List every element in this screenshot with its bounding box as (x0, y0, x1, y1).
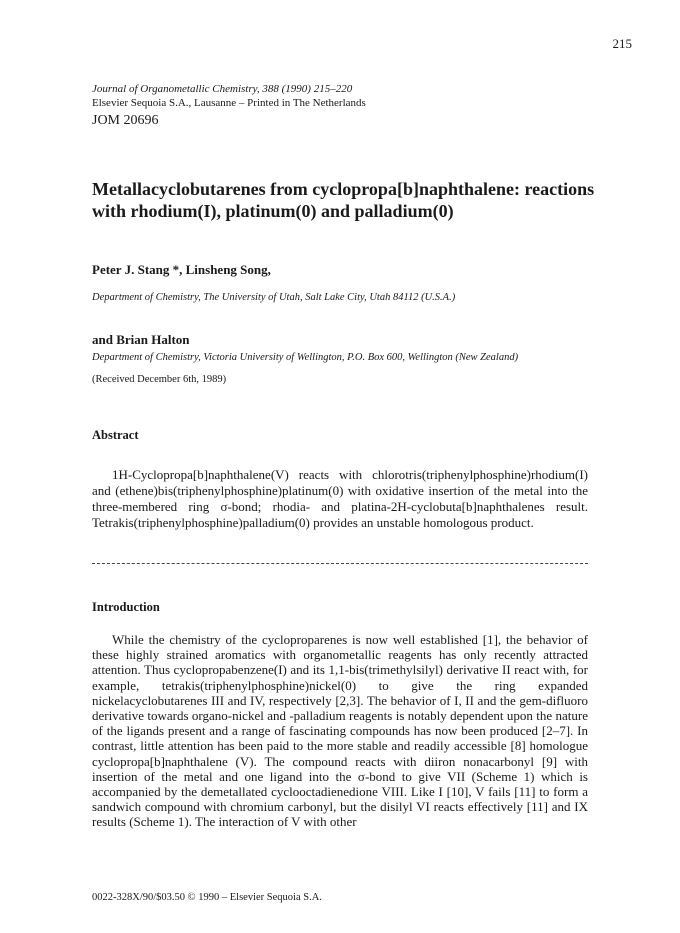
introduction-heading: Introduction (92, 600, 160, 614)
affiliation-2: Department of Chemistry, Victoria University of Wellington, P.O. Box 600, Wellington (New Zealand) (92, 352, 519, 363)
introduction-text: While the chemistry of the cycloproparenes is now well established [1], the behavior of these highly strained aromatics with organometallic reagents has only recently attracted attention. Thus cyclopropabenzene(I) and its 1,1-bis(trimethylsilyl) derivative II react with, for example, tetrakis(triphenylphosphine)nickel(0) to give the ring expanded nickelacyclobutarenes III and IV, respectively [2,3]. The behavior of I, II and the gem-difluoro derivative towards organo-nickel and -palladium reagents is notably dependent upon the nature of the ligands present and a range of fascinating compounds has now been produced [2–7]. In contrast, little attention has been paid to the more stable and readily accessible [8] homologue cyclopropa[b]naphthalene (V). The compound reacts with diiron nonacarbonyl [9] with insertion of the metal and one ligand into the σ-bond to give VII (Scheme 1) which is accompanied by the demetallated cyclooctadienedione VIII. Like I [10], V fails [11] to form a sandwich compound with chromium carbonyl, but the disilyl VI reacts effectively [11] and IX results (Scheme 1). The interaction of V with other (92, 632, 588, 830)
jom-id: JOM 20696 (92, 113, 159, 128)
section-divider (92, 563, 588, 564)
authors-group-2: and Brian Halton (92, 332, 190, 347)
received-date: (Received December 6th, 1989) (92, 374, 227, 385)
publisher-line: Elsevier Sequoia S.A., Lausanne – Printed in The Netherlands (92, 97, 366, 109)
authors-group-1: Peter J. Stang *, Linsheng Song, (92, 262, 271, 277)
abstract-heading: Abstract (92, 428, 139, 442)
copyright-footer: 0022-328X/90/$03.50 © 1990 – Elsevier Sequoia S.A. (92, 892, 322, 903)
page-number: 215 (612, 36, 632, 51)
journal-header (92, 82, 366, 128)
abstract-text: 1H-Cyclopropa[b]naphthalene(V) reacts with chlorotris(triphenylphosphine)rhodium(I) and (ethene)bis(triphenylphosphine)platinum(0) with oxidative insertion of the metal into the three-membered ring σ-bond; rhodia- and platina-2H-cyclobuta[b]naphthalenes result. Tetrakis(triphenylphosphine)palladium(0) provides an unstable homologous product. (92, 467, 588, 530)
journal-citation: Journal of Organometallic Chemistry, 388 (1990) 215–220 (92, 83, 353, 95)
article-title: Metallacyclobutarenes from cyclopropa[b]naphthalene: reactions with rhodium(I), platinum(0) and palladium(0) (92, 179, 595, 221)
affiliation-1: Department of Chemistry, The University of Utah, Salt Lake City, Utah 84112 (U.S.A.) (92, 292, 456, 303)
